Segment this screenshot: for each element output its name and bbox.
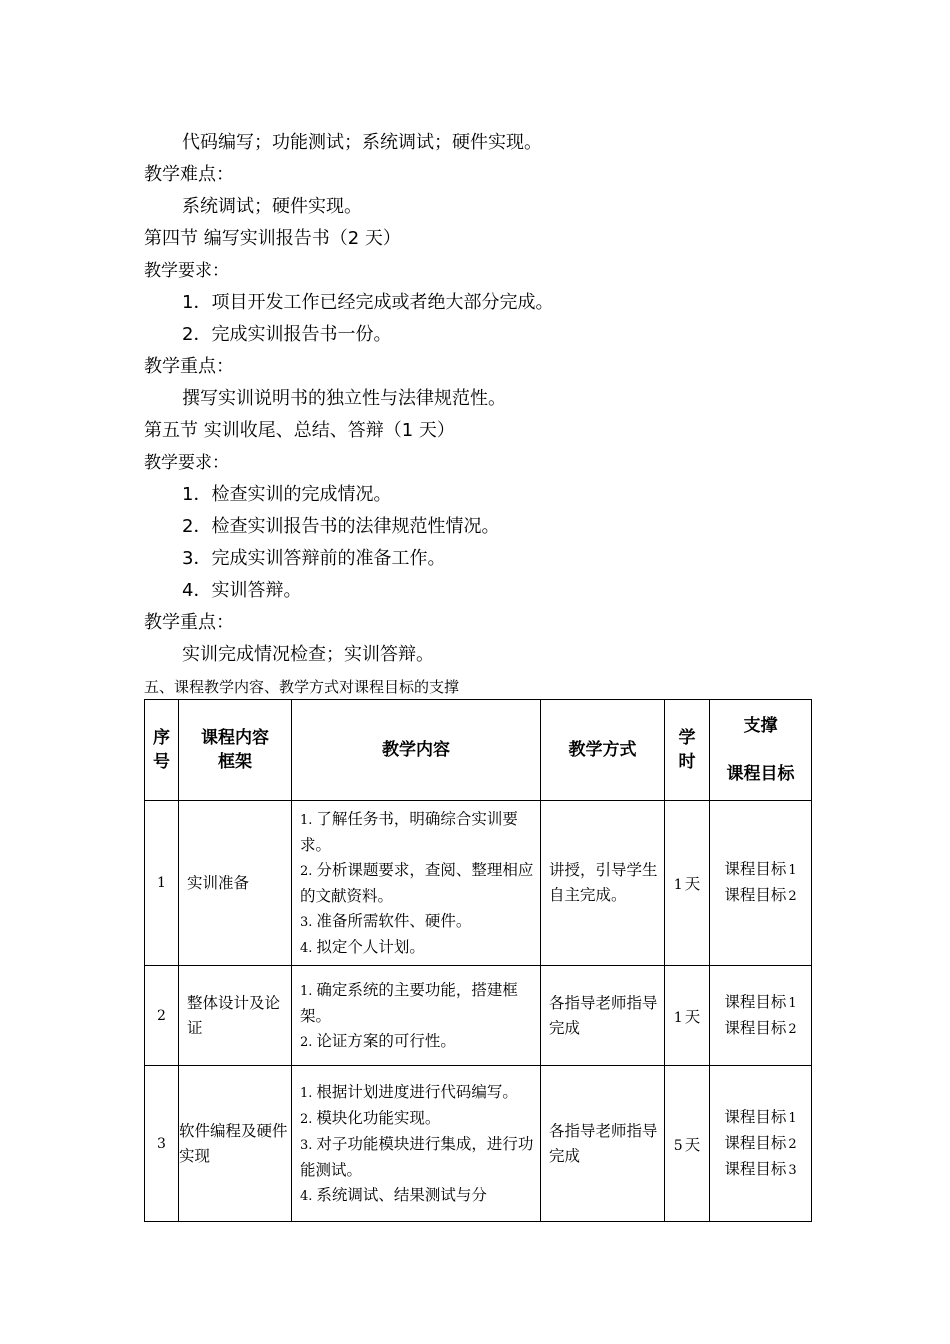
header-content-frame: 课程内容 框架 <box>179 700 292 801</box>
content-item: 3. 对子功能模块进行集成，进行功能测试。 <box>300 1135 534 1179</box>
table-row <box>145 966 812 1066</box>
header-teaching-method: 教学方式 <box>541 700 665 801</box>
paragraph-line: 撰写实训说明书的独立性与法律规范性。 <box>182 388 506 409</box>
table-caption: 五、课程教学内容、教学方式对课程目标的支撑 <box>144 678 460 696</box>
section-heading: 第五节 实训收尾、总结、答辩（1 天） <box>144 420 455 441</box>
content-item: 2. 分析课题要求，查阅、整理相应的文献资料。 <box>300 861 534 905</box>
header-serial: 序 号 <box>145 700 179 801</box>
row-frame: 实训准备 <box>179 801 292 966</box>
table-row <box>145 1066 812 1222</box>
row-goals <box>710 966 812 1066</box>
content-item: 1. 了解任务书，明确综合实训要求。 <box>300 810 518 854</box>
content-item: 3. 准备所需软件、硬件。 <box>300 912 472 930</box>
row-hours: 1 天 <box>665 801 710 966</box>
row-content <box>292 1066 541 1222</box>
goal-item: 课程目标 2 <box>724 1133 797 1152</box>
row-method: 各指导老师指导完成 <box>541 966 665 1066</box>
row-serial: 3 <box>145 1066 179 1222</box>
section-heading: 第四节 编写实训报告书（2 天） <box>144 228 401 249</box>
list-item: 3．完成实训答辩前的准备工作。 <box>182 548 446 569</box>
content-item: 2. 模块化功能实现。 <box>300 1109 441 1127</box>
table-row <box>145 801 812 966</box>
content-item: 4. 拟定个人计划。 <box>300 938 425 956</box>
goal-item: 课程目标 2 <box>724 886 797 904</box>
paragraph-line: 实训完成情况检查；实训答辩。 <box>182 644 434 665</box>
row-content <box>292 966 541 1066</box>
paragraph-line: 代码编写；功能测试；系统调试；硬件实现。 <box>182 132 542 153</box>
row-goals <box>710 801 812 966</box>
goal-item: 课程目标 1 <box>724 860 797 878</box>
course-support-table <box>144 699 812 1222</box>
row-hours: 5 天 <box>665 1066 710 1222</box>
row-hours: 1 天 <box>665 966 710 1066</box>
row-method: 各指导老师指导完成 <box>541 1066 665 1222</box>
list-item: 2．完成实训报告书一份。 <box>182 324 392 345</box>
paragraph-line: 系统调试；硬件实现。 <box>182 196 362 217</box>
content-item: 1. 根据计划进度进行代码编写。 <box>300 1083 518 1101</box>
header-hours: 学 时 <box>665 700 710 801</box>
row-frame: 软件编程及硬件实现 <box>179 1066 292 1222</box>
goal-item: 课程目标 1 <box>724 1107 797 1126</box>
goal-item: 课程目标 3 <box>724 1159 797 1178</box>
row-serial: 2 <box>145 966 179 1066</box>
row-serial: 1 <box>145 801 179 966</box>
list-item: 1．检查实训的完成情况。 <box>182 484 392 505</box>
section-label: 教学难点： <box>144 164 234 185</box>
row-content <box>292 801 541 966</box>
row-method: 讲授，引导学生自主完成。 <box>541 801 665 966</box>
list-item: 2．检查实训报告书的法律规范性情况。 <box>182 516 500 537</box>
header-teaching-content: 教学内容 <box>292 700 541 801</box>
goal-item: 课程目标 1 <box>724 992 797 1011</box>
header-supported-goals: 支撑 课程目标 <box>710 700 812 801</box>
section-label: 教学重点： <box>144 612 234 633</box>
list-item: 4．实训答辩。 <box>182 580 302 601</box>
table-header-row <box>145 700 812 801</box>
content-item: 2. 论证方案的可行性。 <box>300 1032 456 1050</box>
content-item: 1. 确定系统的主要功能，搭建框架。 <box>300 981 518 1025</box>
section-label: 教学重点： <box>144 356 234 377</box>
content-item: 4. 系统调试、结果测试与分 <box>300 1186 487 1204</box>
section-label: 教学要求： <box>144 261 229 281</box>
row-goals <box>710 1066 812 1222</box>
row-frame: 整体设计及论证 <box>179 966 292 1066</box>
list-item: 1．项目开发工作已经完成或者绝大部分完成。 <box>182 292 554 313</box>
section-label: 教学要求： <box>144 453 229 473</box>
goal-item: 课程目标 2 <box>724 1018 797 1037</box>
